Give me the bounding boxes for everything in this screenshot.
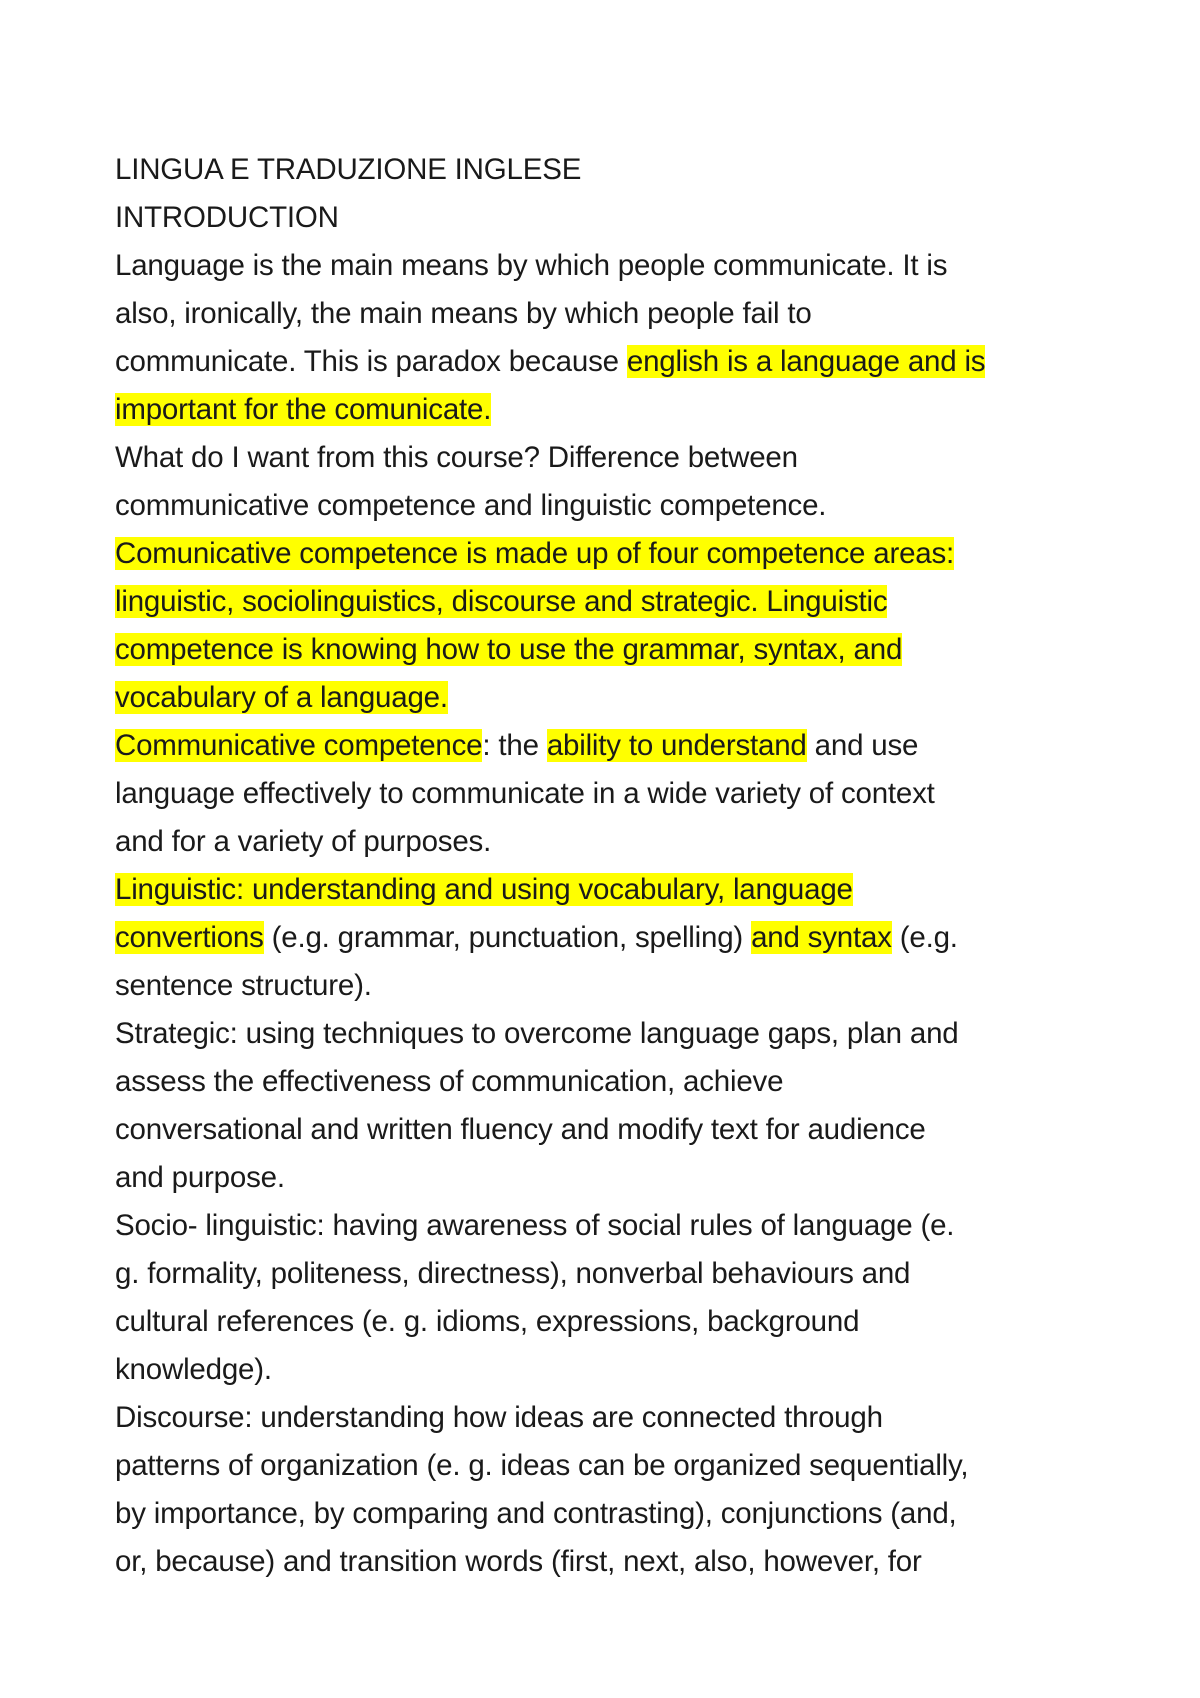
text-line bbox=[115, 242, 1115, 290]
text-line bbox=[115, 1250, 1115, 1298]
document-body bbox=[115, 146, 1115, 1586]
text-run: : the bbox=[482, 729, 547, 762]
text-line bbox=[115, 194, 1115, 242]
text-line bbox=[115, 1154, 1115, 1202]
highlighted-text: and syntax bbox=[751, 921, 892, 954]
highlighted-text: convertions bbox=[115, 921, 264, 954]
text-run: (e.g. grammar, punctuation, spelling) bbox=[263, 921, 752, 954]
text-line bbox=[115, 962, 1115, 1010]
text-line bbox=[115, 1010, 1115, 1058]
text-run: (e.g. bbox=[891, 921, 958, 954]
text-run: Strategic: using techniques to overcome language gaps, plan and bbox=[115, 1017, 959, 1050]
text-line bbox=[115, 866, 1115, 914]
text-run: cultural references (e. g. idioms, expressions, background bbox=[115, 1305, 860, 1338]
text-line bbox=[115, 338, 1115, 386]
text-run: Socio- linguistic: having awareness of social rules of language (e. bbox=[115, 1209, 955, 1242]
text-line bbox=[115, 482, 1115, 530]
text-run: and use bbox=[806, 729, 919, 762]
text-run: conversational and written fluency and modify text for audience bbox=[115, 1113, 926, 1146]
text-line bbox=[115, 722, 1115, 770]
highlighted-text: important for the comunicate. bbox=[115, 393, 492, 426]
text-line bbox=[115, 530, 1115, 578]
text-line bbox=[115, 1346, 1115, 1394]
text-line bbox=[115, 1202, 1115, 1250]
text-line bbox=[115, 1058, 1115, 1106]
text-line bbox=[115, 1106, 1115, 1154]
text-run: also, ironically, the main means by which people fail to bbox=[115, 297, 812, 330]
text-run: assess the effectiveness of communication, achieve bbox=[115, 1065, 784, 1098]
text-run: knowledge). bbox=[115, 1353, 272, 1386]
text-run: communicate. This is paradox because bbox=[115, 345, 627, 378]
text-run: by importance, by comparing and contrasting), conjunctions (and, bbox=[115, 1497, 957, 1530]
text-run: or, because) and transition words (first, next, also, however, for bbox=[115, 1545, 922, 1578]
highlighted-text: Communicative competence bbox=[115, 729, 483, 762]
highlighted-text: ability to understand bbox=[546, 729, 807, 762]
text-line bbox=[115, 1442, 1115, 1490]
text-line bbox=[115, 1490, 1115, 1538]
text-run: g. formality, politeness, directness), nonverbal behaviours and bbox=[115, 1257, 911, 1290]
highlighted-text: Linguistic: understanding and using vocabulary, language bbox=[115, 873, 853, 906]
text-run: LINGUA E TRADUZIONE INGLESE bbox=[115, 153, 582, 186]
text-run: Discourse: understanding how ideas are connected through bbox=[115, 1401, 883, 1434]
text-run: INTRODUCTION bbox=[115, 201, 339, 234]
text-line bbox=[115, 914, 1115, 962]
text-run: patterns of organization (e. g. ideas can be organized sequentially, bbox=[115, 1449, 969, 1482]
text-line bbox=[115, 578, 1115, 626]
text-run: What do I want from this course? Difference between bbox=[115, 441, 798, 474]
highlighted-text: linguistic, sociolinguistics, discourse and strategic. Linguistic bbox=[115, 585, 888, 618]
text-line bbox=[115, 626, 1115, 674]
text-line bbox=[115, 290, 1115, 338]
text-run: communicative competence and linguistic competence. bbox=[115, 489, 827, 522]
text-run: sentence structure). bbox=[115, 969, 372, 1002]
text-line bbox=[115, 1538, 1115, 1586]
text-run: Language is the main means by which people communicate. It is bbox=[115, 249, 948, 282]
text-run: and purpose. bbox=[115, 1161, 285, 1194]
text-line bbox=[115, 674, 1115, 722]
text-run: and for a variety of purposes. bbox=[115, 825, 492, 858]
text-line bbox=[115, 434, 1115, 482]
highlighted-text: english is a language and is bbox=[626, 345, 986, 378]
highlighted-text: Comunicative competence is made up of four competence areas: bbox=[115, 537, 955, 570]
text-line bbox=[115, 146, 1115, 194]
text-run: language effectively to communicate in a wide variety of context bbox=[115, 777, 935, 810]
text-line bbox=[115, 1394, 1115, 1442]
text-line bbox=[115, 770, 1115, 818]
text-line bbox=[115, 1298, 1115, 1346]
text-line bbox=[115, 386, 1115, 434]
highlighted-text: competence is knowing how to use the grammar, syntax, and bbox=[115, 633, 903, 666]
text-line bbox=[115, 818, 1115, 866]
highlighted-text: vocabulary of a language. bbox=[115, 681, 448, 714]
